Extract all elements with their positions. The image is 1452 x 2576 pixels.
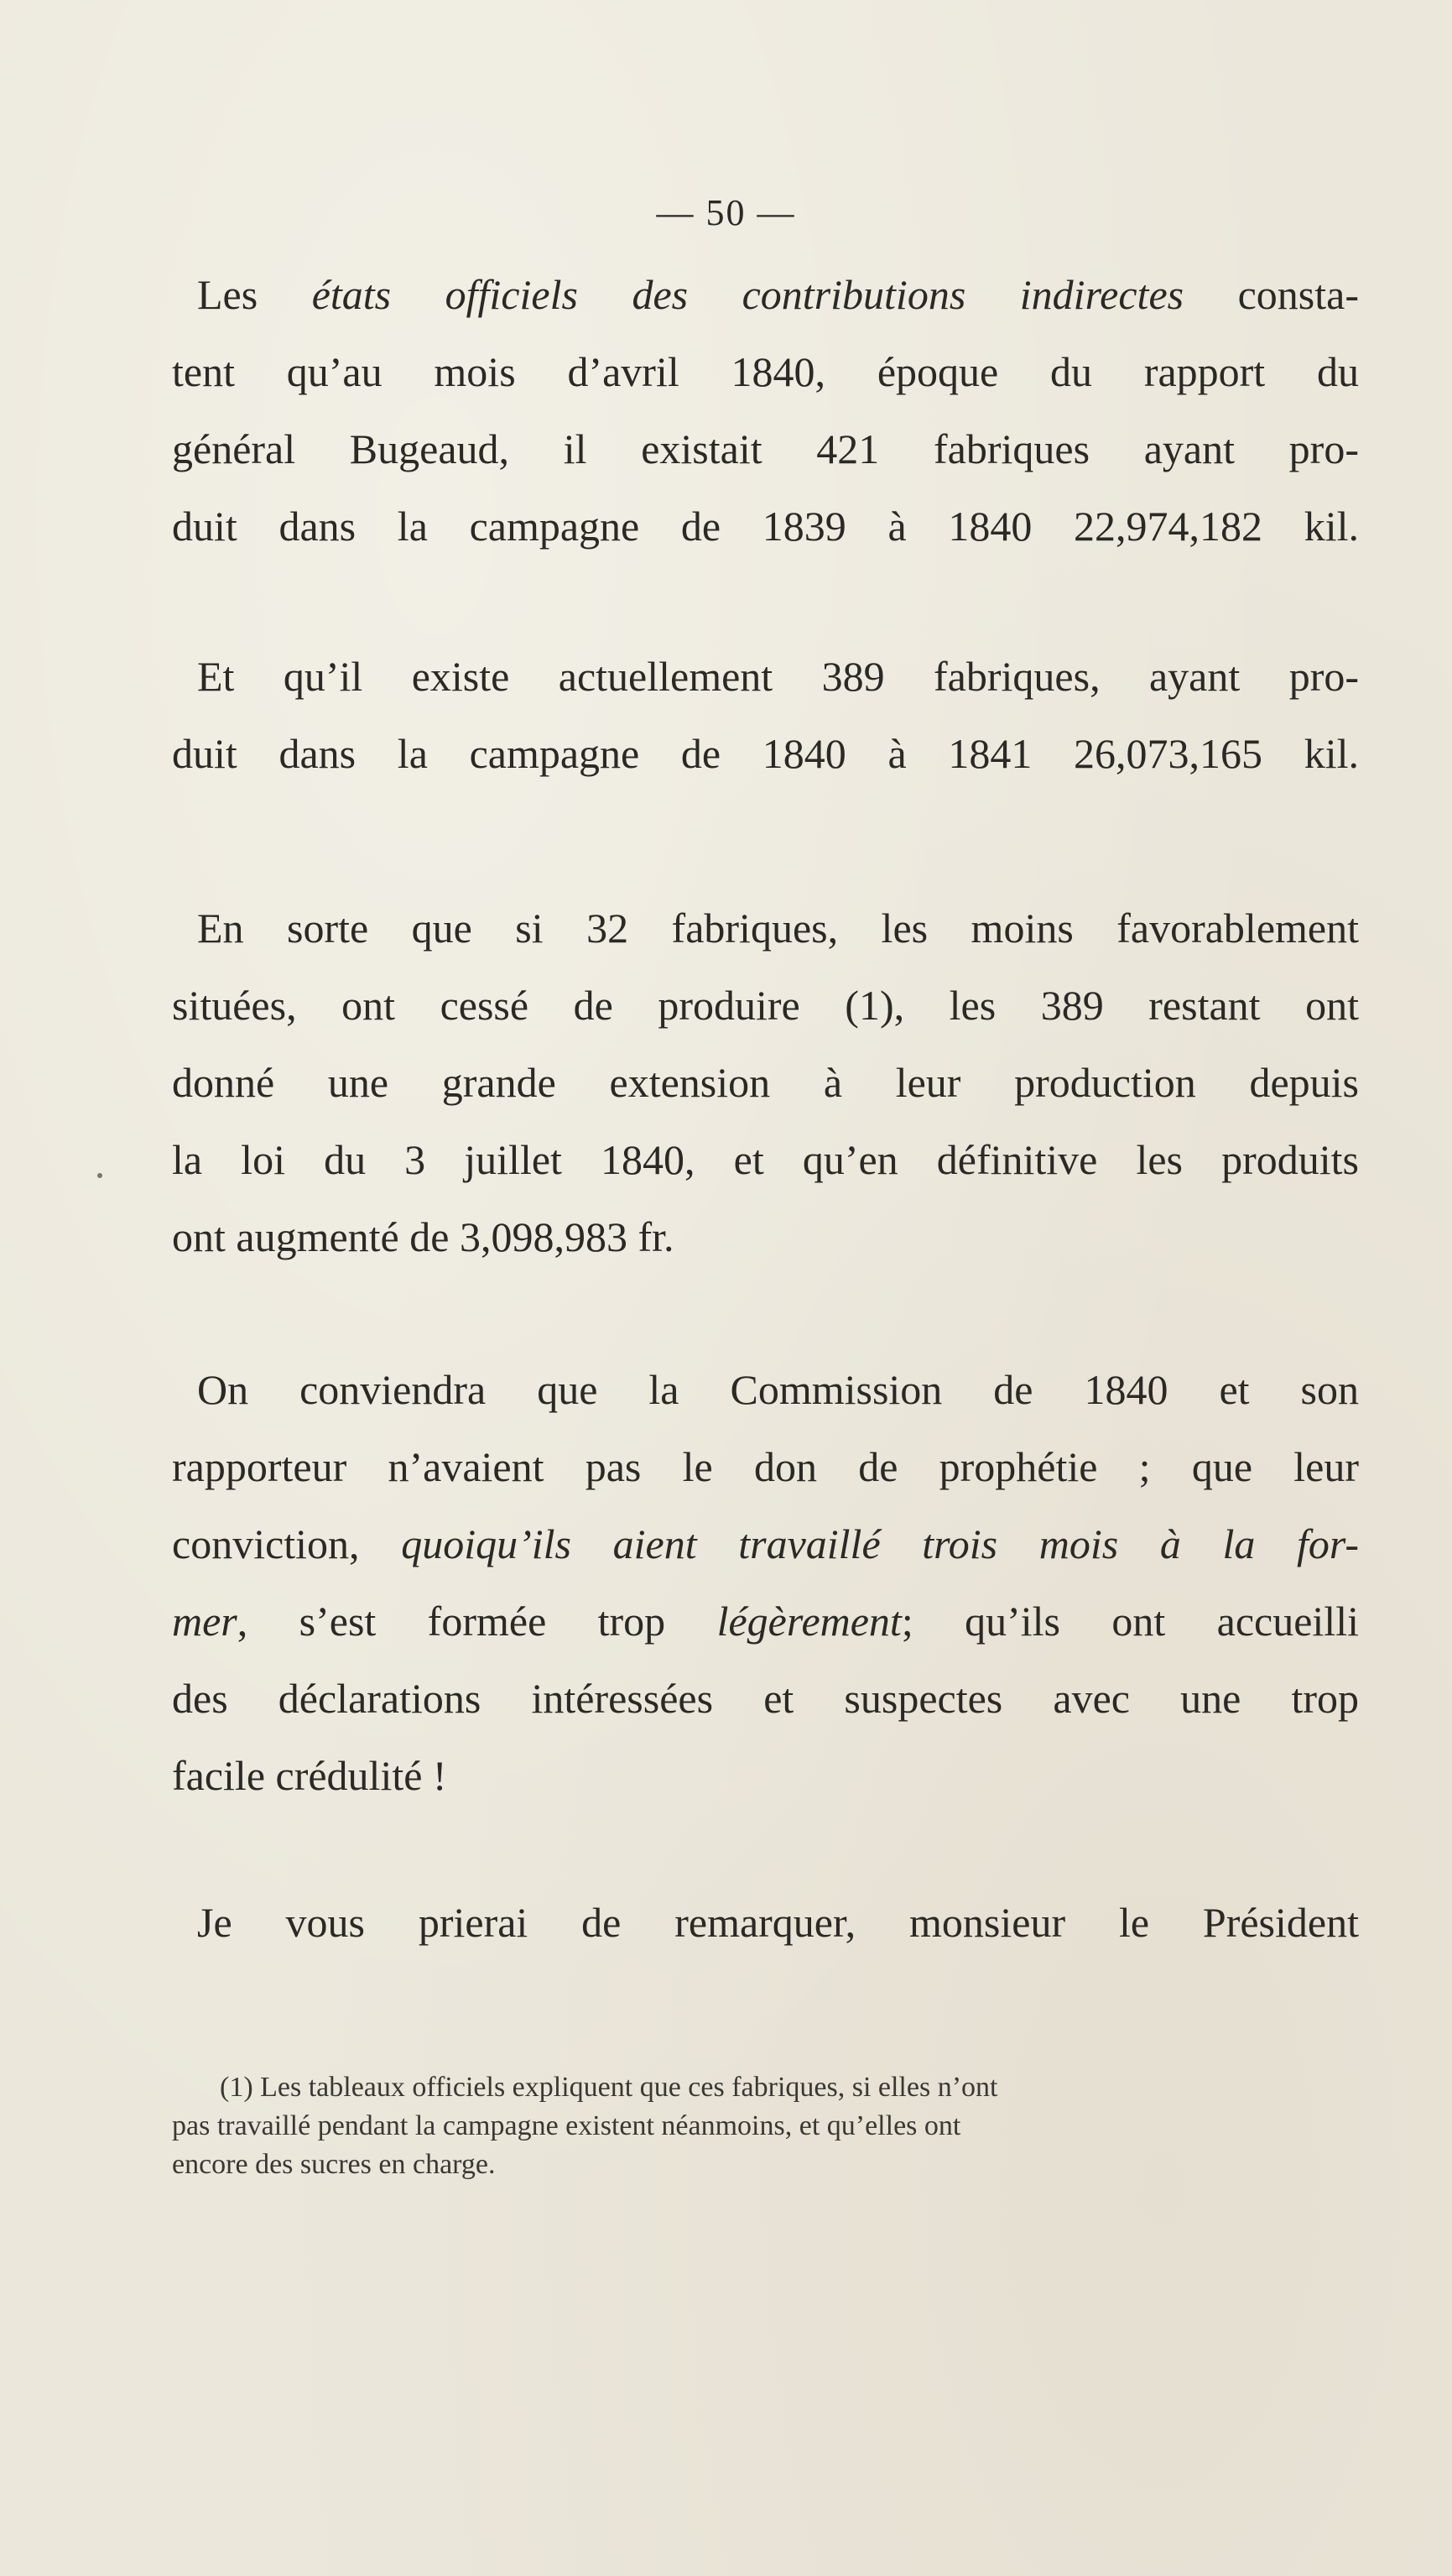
paragraph-5 bbox=[172, 1884, 1359, 1961]
text-segment: conviction, bbox=[172, 1520, 402, 1567]
italic-segment: états officiels des contributions indirectes bbox=[311, 271, 1184, 318]
text-line: donné une grande extension à leur production depuis bbox=[172, 1059, 1359, 1106]
text-line: la loi du 3 juillet 1840, et qu’en définitive les produits bbox=[172, 1136, 1359, 1183]
text-segment: ; qu’ils ont accueilli bbox=[901, 1598, 1359, 1645]
text-line: rapporteur n’avaient pas le don de prophétie ; que leur bbox=[172, 1443, 1359, 1490]
text-line: des déclarations intéressées et suspectes avec une trop bbox=[172, 1675, 1359, 1722]
text-segment: Les bbox=[197, 271, 312, 318]
text-line: facile crédulité ! bbox=[172, 1752, 447, 1799]
text-line bbox=[172, 1583, 1359, 1660]
text-line: duit dans la campagne de 1840 à 1841 26,073,165 kil. bbox=[172, 730, 1359, 777]
page-number: — 50 — bbox=[656, 192, 796, 233]
footnote-line: (1) Les tableaux officiels expliquent que ces fabriques, si elles n’ont bbox=[220, 2072, 998, 2103]
paragraph-1 bbox=[172, 256, 1359, 565]
italic-segment: légèrement bbox=[716, 1598, 902, 1645]
text-line bbox=[172, 256, 1359, 333]
text-line bbox=[172, 1505, 1359, 1583]
text-segment: consta- bbox=[1184, 271, 1359, 318]
italic-segment: mer bbox=[172, 1598, 237, 1645]
text-line: tent qu’au mois d’avril 1840, époque du rapport du bbox=[172, 348, 1359, 395]
text-line: En sorte que si 32 fabriques, les moins favorablement bbox=[197, 905, 1359, 952]
footnote bbox=[172, 2068, 1359, 2184]
text-line: Je vous prierai de remarquer, monsieur le Président bbox=[197, 1899, 1359, 1946]
paragraph-2 bbox=[172, 638, 1359, 792]
paragraph-3 bbox=[172, 889, 1359, 1275]
text-line: ont augmenté de 3,098,983 fr. bbox=[172, 1213, 674, 1260]
text-segment: , s’est formée trop bbox=[237, 1598, 717, 1645]
text-line: Et qu’il existe actuellement 389 fabriques, ayant pro- bbox=[197, 653, 1359, 700]
text-line: situées, ont cessé de produire (1), les 389 restant ont bbox=[172, 982, 1359, 1029]
italic-segment: quoiqu’ils aient travaillé trois mois à la for- bbox=[401, 1520, 1359, 1567]
paragraph-4 bbox=[172, 1351, 1359, 1814]
footnote-line: encore des sucres en charge. bbox=[172, 2149, 496, 2180]
ink-speck bbox=[97, 1173, 102, 1178]
footnote-line: pas travaillé pendant la campagne existent néanmoins, et qu’elles ont bbox=[172, 2110, 961, 2141]
text-line: général Bugeaud, il existait 421 fabriques ayant pro- bbox=[172, 425, 1359, 472]
text-line: duit dans la campagne de 1839 à 1840 22,974,182 kil. bbox=[172, 503, 1359, 550]
text-line: On conviendra que la Commission de 1840 et son bbox=[197, 1366, 1359, 1413]
